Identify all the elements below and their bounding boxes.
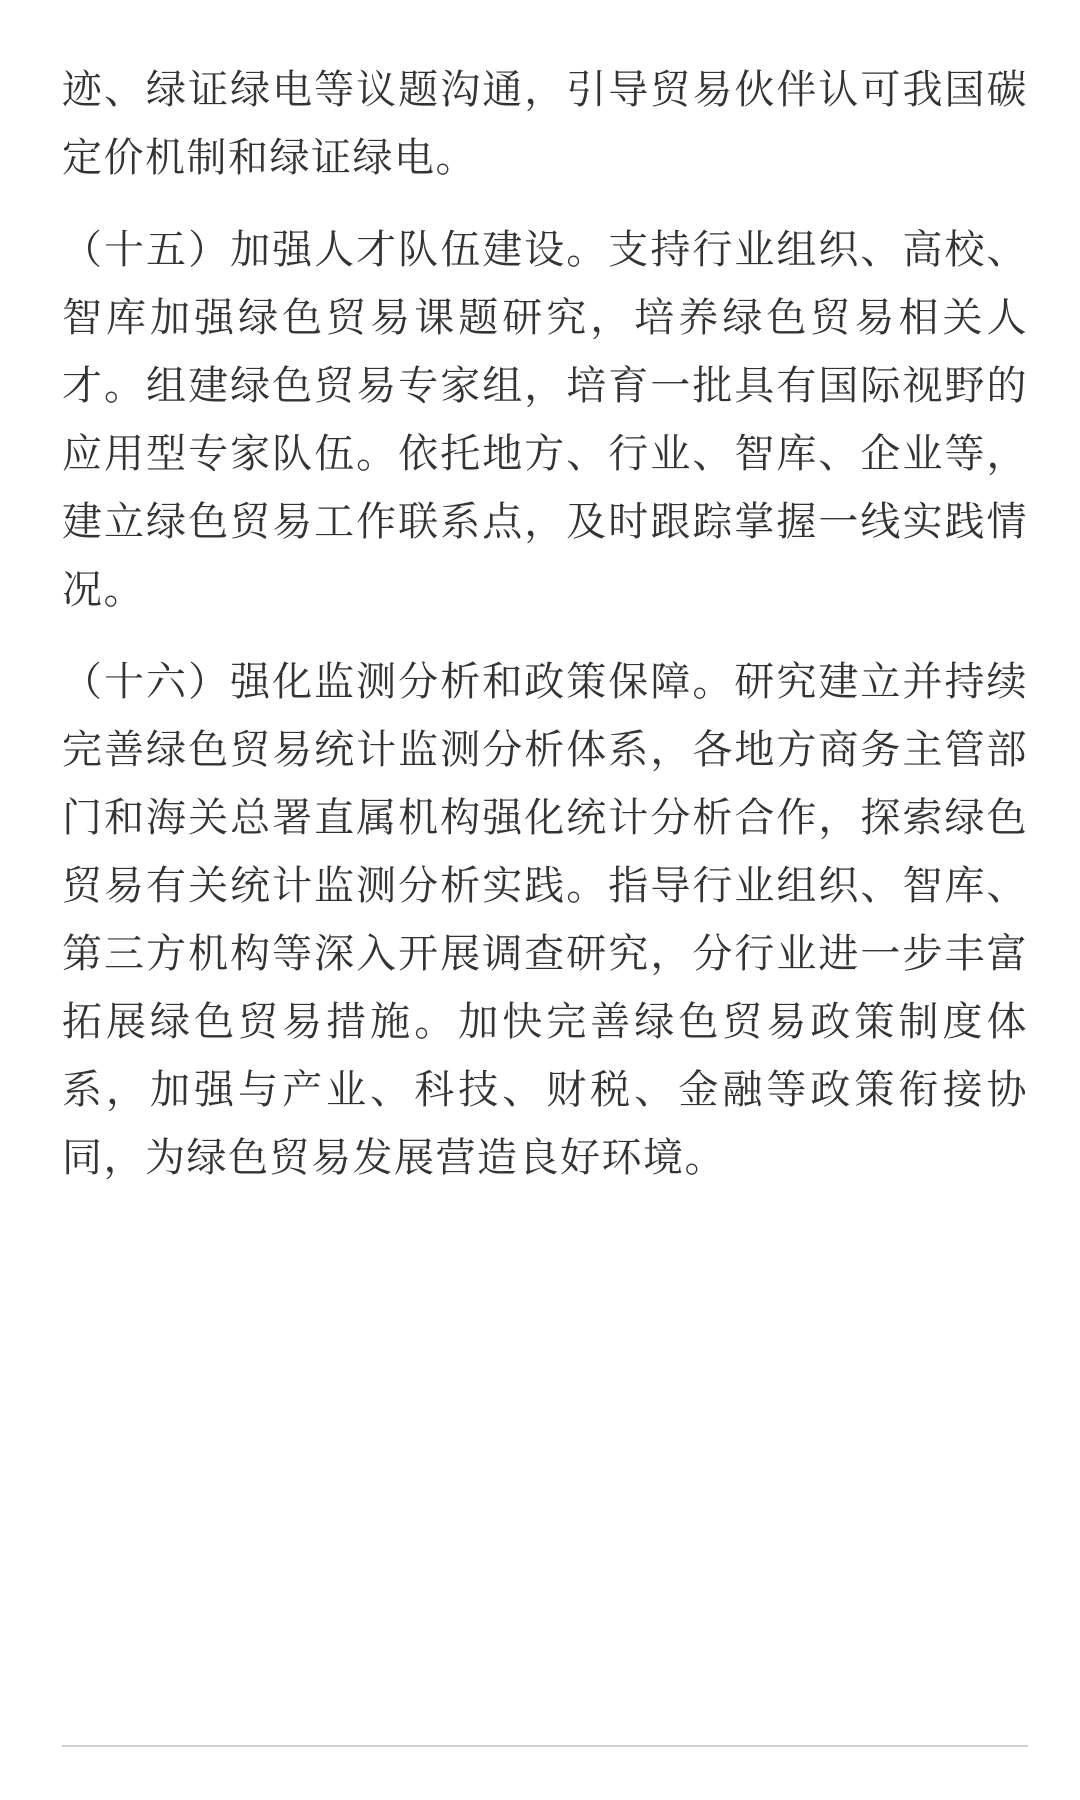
paragraph-monitoring-policy: （十六）强化监测分析和政策保障。研究建立并持续完善绿色贸易统计监测分析体系，各地方商务主管部门和海关总署直属机构强化统计分析合作，探索绿色贸易有关统计监测分析实践。指导行业组织、智库、第三方机构等深入开展调查研究，分行业进一步丰富拓展绿色贸易措施。加快完善绿色贸易政策制度体系，加强与产业、科技、财税、金融等政策衔接协同，为绿色贸易发展营造良好环境。 bbox=[62, 659, 1028, 1181]
paragraph-talent-team: （十五）加强人才队伍建设。支持行业组织、高校、智库加强绿色贸易课题研究，培养绿色贸易相关人才。组建绿色贸易专家组，培育一批具有国际视野的应用型专家队伍。依托地方、行业、智库、企业等，建立绿色贸易工作联系点，及时跟踪掌握一线实践情况。 bbox=[62, 227, 1028, 613]
article-body bbox=[62, 56, 1028, 1216]
paragraph-carbon-pricing: 迹、绿证绿电等议题沟通，引导贸易伙伴认可我国碳定价机制和绿证绿电。 bbox=[62, 67, 1028, 181]
bottom-divider bbox=[62, 1745, 1028, 1747]
